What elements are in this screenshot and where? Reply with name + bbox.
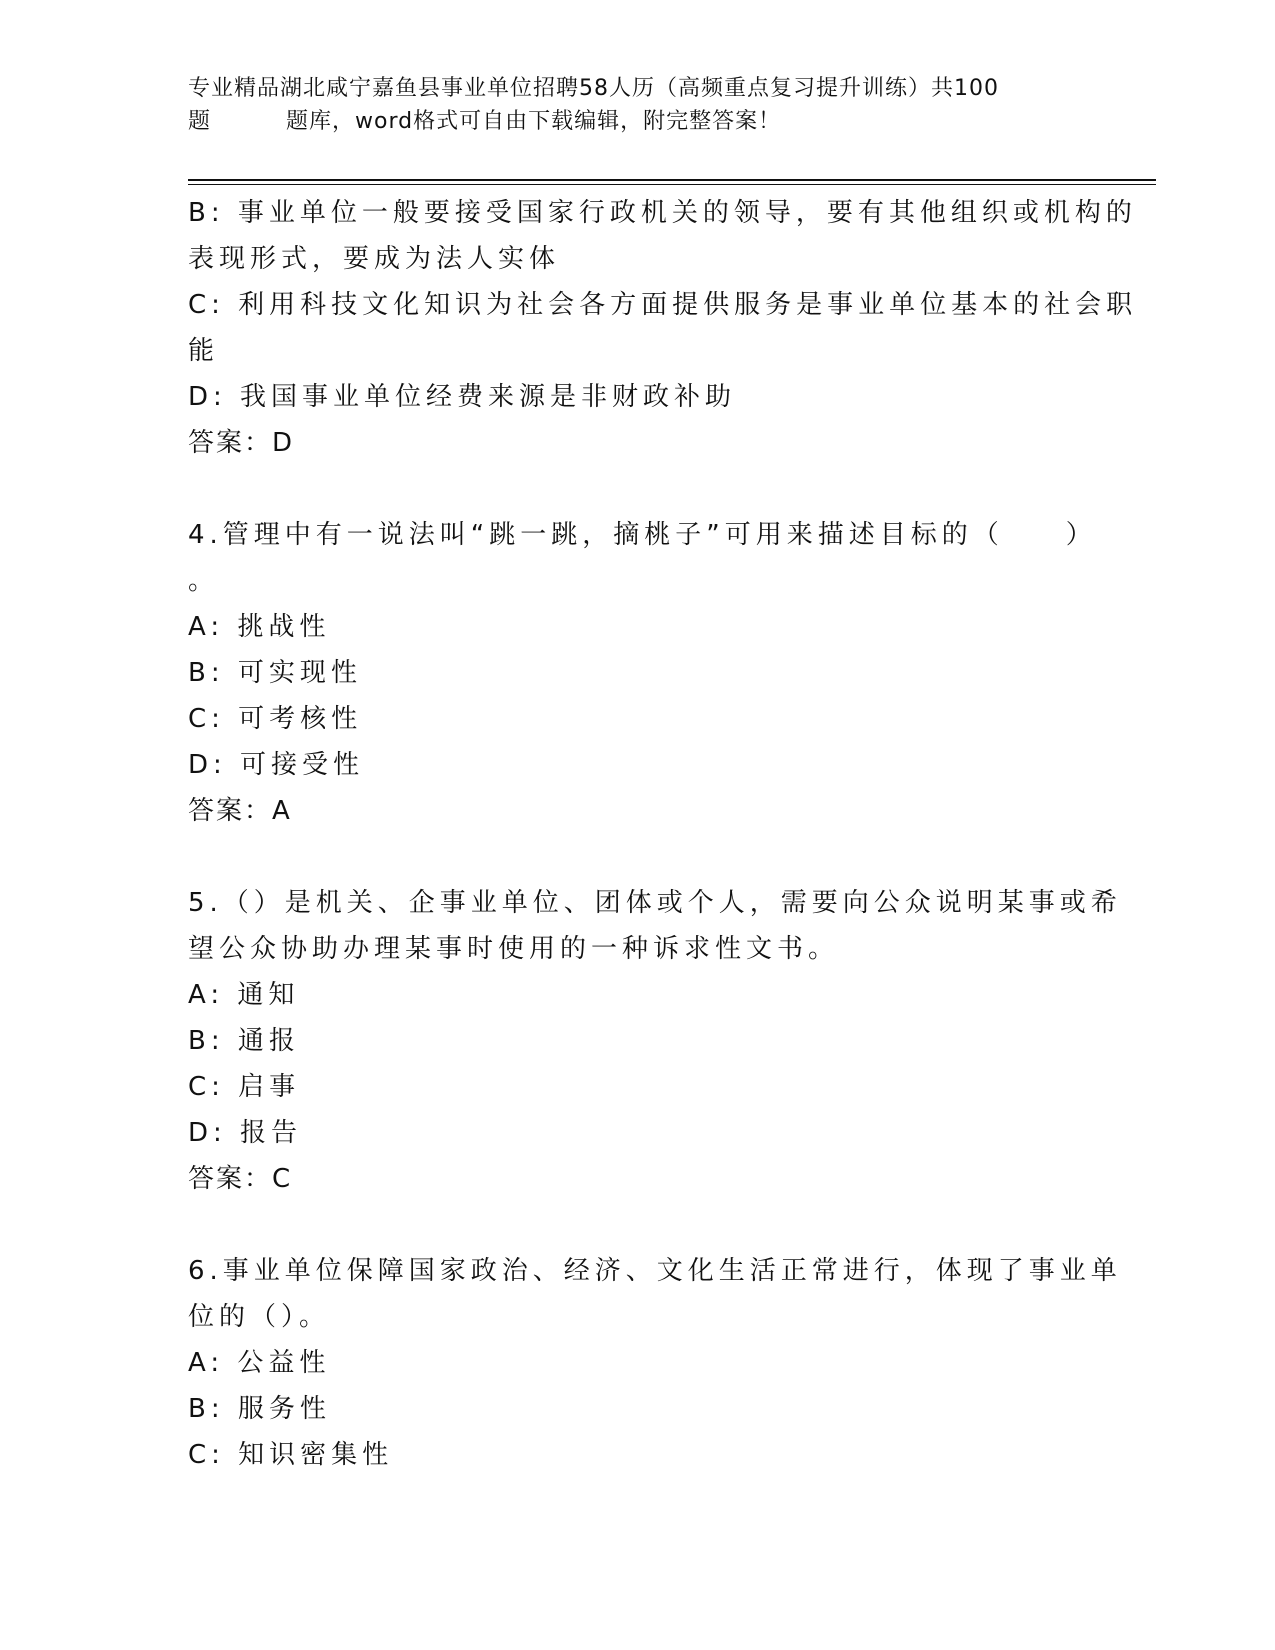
question-stem-line-1: 5.（）是机关、企事业单位、团体或个人，需要向公众说明某事或希 xyxy=(188,888,1122,918)
option-b-line-2: 表现形式，要成为法人实体 xyxy=(188,244,561,274)
option-c: C: 知识密集性 xyxy=(188,1440,394,1470)
option-a: A: 通知 xyxy=(188,980,300,1010)
question-stem-line-2: 位的（）。 xyxy=(188,1302,331,1332)
question-block-3 xyxy=(188,190,1138,466)
question-stem-line-2: 。 xyxy=(188,566,220,596)
question-stem-line-1: 4.管理中有一说法叫“跳一跳，摘桃子”可用来描述目标的（ ） xyxy=(188,520,1097,550)
spacer xyxy=(188,466,1088,512)
answer-label: 答案：C xyxy=(188,1164,293,1194)
header-title-fragment: 题 xyxy=(188,109,212,134)
question-block-5 xyxy=(188,880,1122,1202)
question-stem-line-1: 6.事业单位保障国家政治、经济、文化生活正常进行，体现了事业单 xyxy=(188,1256,1122,1286)
spacer xyxy=(188,834,1088,880)
answer-label: 答案：D xyxy=(188,428,295,458)
header-divider-thick xyxy=(188,179,1156,181)
option-c-line-1: C: 利用科技文化知识为社会各方面提供服务是事业单位基本的社会职 xyxy=(188,290,1138,320)
question-stem-line-2: 望公众协助办理某事时使用的一种诉求性文书。 xyxy=(188,934,840,964)
option-c: C: 启事 xyxy=(188,1072,301,1102)
question-block-6 xyxy=(188,1248,1122,1478)
option-d: D: 我国事业单位经费来源是非财政补助 xyxy=(188,382,737,412)
option-d: D: 报告 xyxy=(188,1118,303,1148)
header-divider-thin xyxy=(188,184,1156,185)
option-b: B: 通报 xyxy=(188,1026,300,1056)
header-title-remainder: 题库，word格式可自由下载编辑，附完整答案！ xyxy=(286,109,782,134)
option-b: B: 可实现性 xyxy=(188,658,362,688)
option-d: D: 可接受性 xyxy=(188,750,365,780)
header-title-line-2 xyxy=(188,105,1148,138)
option-b: B: 服务性 xyxy=(188,1394,331,1424)
page-header xyxy=(188,72,1148,138)
question-list xyxy=(188,190,1138,1478)
header-title-line-1: 专业精品湖北咸宁嘉鱼县事业单位招聘58人历（高频重点复习提升训练）共100 xyxy=(188,76,999,101)
spacer xyxy=(188,1202,1088,1248)
option-b-line-1: B: 事业单位一般要接受国家行政机关的领导，要有其他组织或机构的 xyxy=(188,198,1137,228)
question-block-4 xyxy=(188,512,1097,834)
option-c-line-2: 能 xyxy=(188,336,220,366)
option-a: A: 挑战性 xyxy=(188,612,331,642)
option-a: A: 公益性 xyxy=(188,1348,331,1378)
answer-label: 答案：A xyxy=(188,796,292,826)
option-c: C: 可考核性 xyxy=(188,704,363,734)
